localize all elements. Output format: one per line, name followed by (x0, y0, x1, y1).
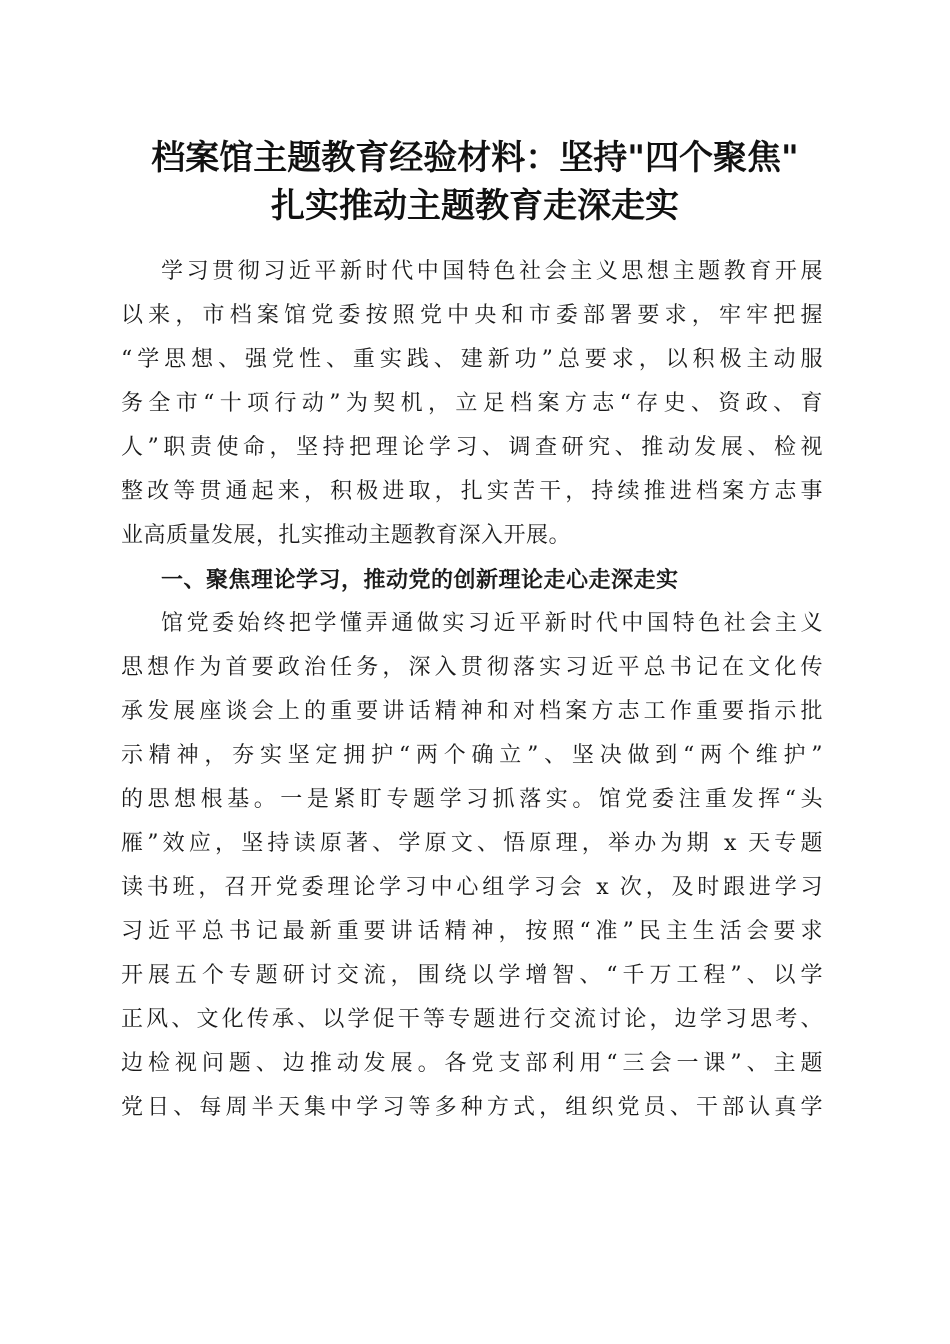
section-heading: 一、聚焦理论学习，推动党的创新理论走心走深走实 (161, 567, 679, 593)
text-line: 党日、每周半天集中学习等多种方式，组织党员、干部认真学 (121, 1095, 823, 1120)
text-line: 示精神，夯实坚定拥护“两个确立”、坚决做到“两个维护” (121, 743, 823, 768)
text-line: 读书班，召开党委理论学习中心组学习会 x 次，及时跟进学习 (121, 875, 823, 900)
text-line: 务全市“十项行动”为契机，立足档案方志“存史、资政、育 (121, 391, 823, 416)
text-line: 以来，市档案馆党委按照党中央和市委部署要求，牢牢把握 (121, 303, 823, 328)
document-title-line-2: 扎实推动主题教育走深走实 (271, 186, 679, 226)
text-line: 馆党委始终把学懂弄通做实习近平新时代中国特色社会主义 (161, 611, 823, 636)
document-title-line-1: 档案馆主题教育经验材料：坚持"四个聚焦" (151, 138, 799, 178)
text-line: 边检视问题、边推动发展。各党支部利用“三会一课”、主题 (121, 1051, 823, 1076)
text-line: “学思想、强党性、重实践、建新功”总要求，以积极主动服 (121, 347, 823, 372)
text-line: 正风、文化传承、以学促干等专题进行交流讨论，边学习思考、 (121, 1007, 823, 1032)
text-line: 思想作为首要政治任务，深入贯彻落实习近平总书记在文化传 (121, 655, 823, 680)
text-line: 承发展座谈会上的重要讲话精神和对档案方志工作重要指示批 (121, 699, 823, 724)
paragraph-intro (121, 250, 823, 558)
text-line: 人”职责使命，坚持把理论学习、调查研究、推动发展、检视 (121, 435, 823, 460)
text-line: 学习贯彻习近平新时代中国特色社会主义思想主题教育开展 (161, 259, 823, 284)
text-line: 开展五个专题研讨交流，围绕以学增智、“千万工程”、以学 (121, 963, 823, 988)
document-body (121, 250, 823, 1130)
text-line: 雁”效应，坚持读原著、学原文、悟原理，举办为期 x 天专题 (121, 831, 823, 856)
text-line: 业高质量发展，扎实推动主题教育深入开展。 (121, 523, 572, 548)
text-line: 习近平总书记最新重要讲话精神，按照“准”民主生活会要求 (121, 919, 823, 944)
text-line: 整改等贯通起来，积极进取，扎实苦干，持续推进档案方志事 (121, 479, 823, 504)
text-line: 的思想根基。一是紧盯专题学习抓落实。馆党委注重发挥“头 (121, 787, 823, 812)
paragraph-section-1 (121, 602, 823, 1130)
